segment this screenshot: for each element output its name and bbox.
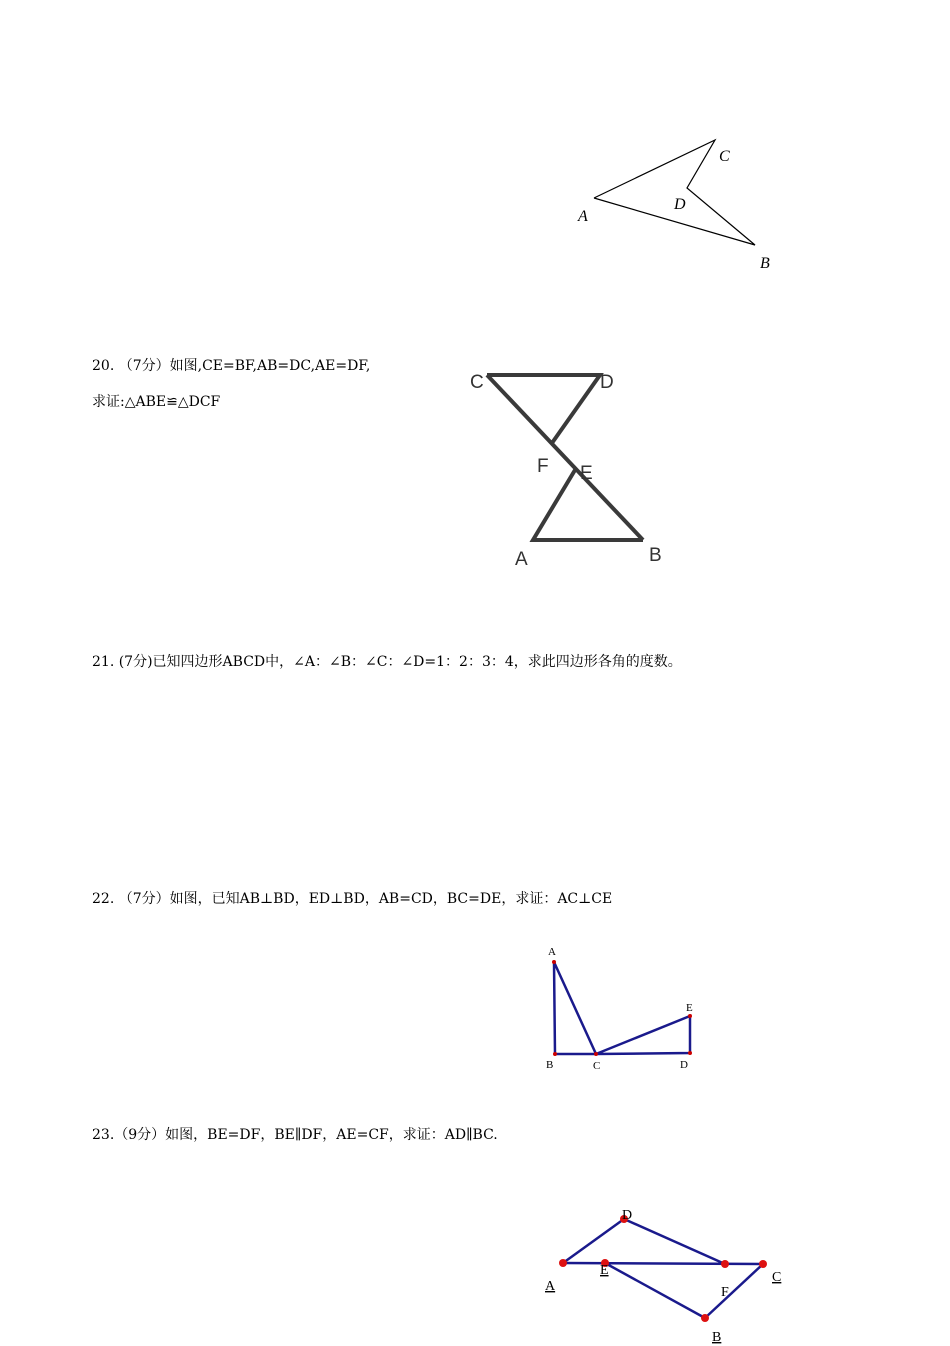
fig3-label-a: A bbox=[548, 946, 556, 958]
segment-eb bbox=[605, 1263, 705, 1318]
fig3-point-a bbox=[552, 960, 556, 964]
fig4-label-d: D bbox=[622, 1208, 633, 1223]
segment-cb bbox=[487, 375, 643, 540]
triangle-abc bbox=[554, 962, 596, 1054]
fig3-label-c: C bbox=[593, 1060, 601, 1072]
fig2-label-d: D bbox=[600, 372, 614, 393]
segment-ad bbox=[563, 1219, 624, 1263]
fig1-label-d: D bbox=[674, 196, 686, 213]
fig3-label-e: E bbox=[686, 1002, 693, 1014]
fig1-label-a: A bbox=[578, 208, 588, 225]
dart-outline bbox=[594, 140, 755, 245]
fig3-point-e bbox=[688, 1014, 692, 1018]
fig4-point-f bbox=[721, 1260, 729, 1268]
figure-dart-abcd bbox=[560, 130, 790, 280]
fig2-label-a: A bbox=[515, 549, 528, 570]
question-20-line1: 20. （7分）如图,CE=BF,AB=DC,AE=DF, bbox=[92, 358, 371, 374]
question-21: 21. (7分)已知四边形ABCD中，∠A：∠B：∠C：∠D=1：2：3：4，求此四边形各角的度数。 bbox=[92, 654, 682, 670]
segment-ac bbox=[563, 1263, 763, 1264]
fig4-point-b bbox=[701, 1314, 709, 1322]
figure-right-triangles bbox=[535, 940, 710, 1070]
fig3-point-b bbox=[553, 1052, 557, 1056]
question-23: 23.（9分）如图，BE=DF，BE∥DF，AE=CF，求证：AD∥BC. bbox=[92, 1127, 498, 1143]
fig4-label-c: C bbox=[772, 1270, 782, 1285]
figure-two-triangles bbox=[460, 360, 690, 575]
fig4-label-e: E bbox=[600, 1263, 609, 1278]
question-20-line2: 求证:△ABE≌△DCF bbox=[92, 394, 221, 410]
segment-bc bbox=[705, 1264, 763, 1318]
fig4-point-a bbox=[559, 1259, 567, 1267]
fig4-label-b: B bbox=[712, 1330, 722, 1345]
fig1-label-b: B bbox=[760, 255, 770, 272]
fig4-label-a: A bbox=[545, 1279, 556, 1294]
figure-parallel-proof bbox=[535, 1198, 795, 1346]
fig2-label-c: C bbox=[470, 372, 484, 393]
fig2-label-b: B bbox=[649, 545, 662, 566]
fig2-label-e: E bbox=[580, 463, 593, 484]
fig2-label-f: F bbox=[537, 456, 549, 477]
fig3-point-d bbox=[688, 1051, 692, 1055]
fig3-label-b: B bbox=[546, 1059, 554, 1071]
fig3-label-d: D bbox=[680, 1059, 688, 1071]
fig4-point-c bbox=[759, 1260, 767, 1268]
triangle-cde bbox=[596, 1016, 690, 1054]
segment-df bbox=[624, 1219, 725, 1264]
question-22: 22. （7分）如图，已知AB⊥BD，ED⊥BD，AB=CD，BC=DE，求证：AC⊥CE bbox=[92, 891, 613, 907]
fig1-label-c: C bbox=[719, 148, 730, 165]
fig4-label-f: F bbox=[721, 1285, 729, 1300]
fig3-point-c bbox=[594, 1052, 598, 1056]
